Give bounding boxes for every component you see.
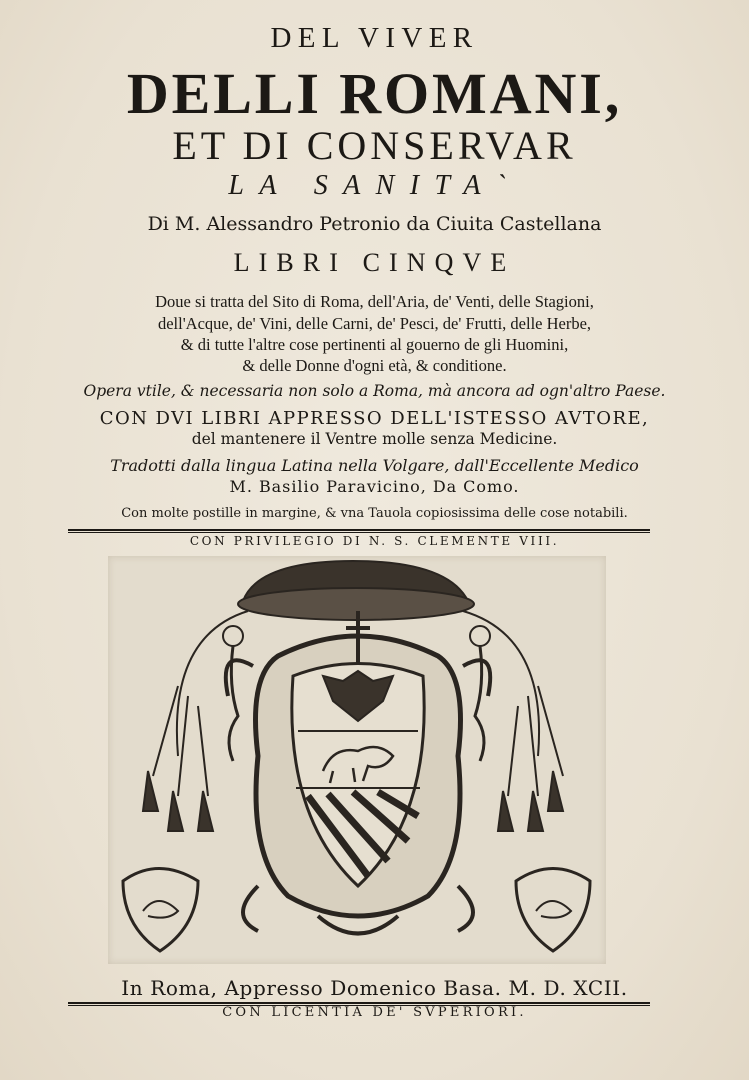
license-line: CON LICENTIA DE' SVPERIORI. — [222, 1005, 527, 1020]
coat-of-arms-icon — [108, 556, 606, 964]
index-note: Con molte postille in margine, & vna Tauola copiosissima delle cose notabili. — [121, 506, 628, 521]
author-line: Di M. Alessandro Petronio da Ciuita Castellana — [147, 213, 602, 235]
description-line-4: & delle Donne d'ogni età, & conditione. — [242, 356, 507, 375]
description-line-3: & di tutte l'altre cose pertinenti al gouerno de gli Huomini, — [180, 335, 569, 354]
description-line-1: Doue si tratta del Sito di Roma, dell'Aria, de' Venti, delle Stagioni, — [155, 292, 594, 311]
appendix-subtitle: del mantenere il Ventre molle senza Medicine. — [191, 430, 558, 448]
privilege-line: CON PRIVILEGIO DI N. S. CLEMENTE VIII. — [189, 534, 560, 548]
bottom-rule — [68, 1002, 650, 1004]
divider-rule — [68, 529, 650, 531]
books-line: LIBRI CINQVE — [233, 248, 516, 277]
translation-note: Tradotti dalla lingua Latina nella Volgare, dall'Eccellente Medico — [110, 456, 639, 475]
title-line-4: LA SANITA` — [228, 170, 521, 201]
title-line-1: DEL VIVER — [270, 22, 479, 54]
translator-line: M. Basilio Paravicino, Da Como. — [229, 477, 520, 496]
coat-of-arms-engraving — [108, 556, 606, 964]
title-line-3: ET DI CONSERVAR — [172, 123, 577, 168]
description-line-2: dell'Acque, de' Vini, delle Carni, de' Pesci, de' Frutti, delle Herbe, — [157, 314, 592, 333]
divider-rule-thin — [68, 532, 650, 533]
appendix-title: CON DVI LIBRI APPRESSO DELL'ISTESSO AVTORE, — [99, 408, 650, 429]
utility-line: Opera vtile, & necessaria non solo a Roma, mà ancora ad ogn'altro Paese. — [83, 382, 666, 400]
title-line-2: DELLI ROMANI, — [126, 61, 623, 126]
imprint-line: In Roma, Appresso Domenico Basa. M. D. XCII. — [121, 976, 628, 1000]
